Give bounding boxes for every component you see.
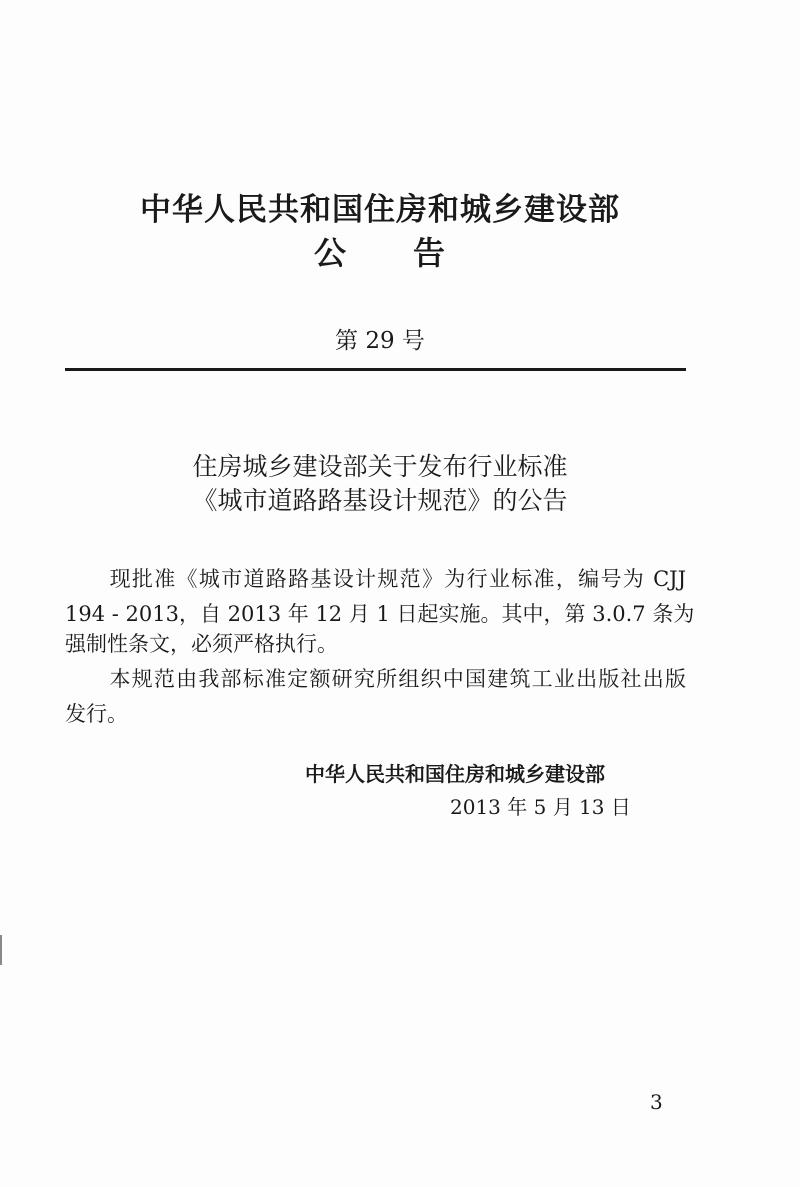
issue-date: 2013 年 5 月 13 日: [450, 795, 631, 819]
body-line: 发行。: [65, 702, 128, 726]
subject-line-2: 《城市道路路基设计规范》的公告: [192, 486, 568, 515]
body-line: 194 - 2013，自 2013 年 12 月 1 日起实施。其中，第 3.0.7 条为: [65, 602, 695, 626]
ministry-title: 中华人民共和国住房和城乡建设部: [140, 192, 620, 228]
body-line: 现批准《城市道路路基设计规范》为行业标准，编号为 CJJ: [65, 567, 686, 591]
header-divider: [65, 368, 686, 371]
body-line: 强制性条文，必须严格执行。: [65, 632, 338, 656]
page-number: 3: [650, 1090, 663, 1114]
scan-edge-mark: [0, 935, 2, 965]
announcement-number: 第 29 号: [335, 328, 425, 354]
document-type: 公 告: [313, 234, 446, 272]
subject-line-1: 住房城乡建设部关于发布行业标准: [192, 452, 568, 481]
body-line: 本规范由我部标准定额研究所组织中国建筑工业出版社出版: [65, 667, 686, 691]
issuer-signature: 中华人民共和国住房和城乡建设部: [305, 762, 605, 786]
